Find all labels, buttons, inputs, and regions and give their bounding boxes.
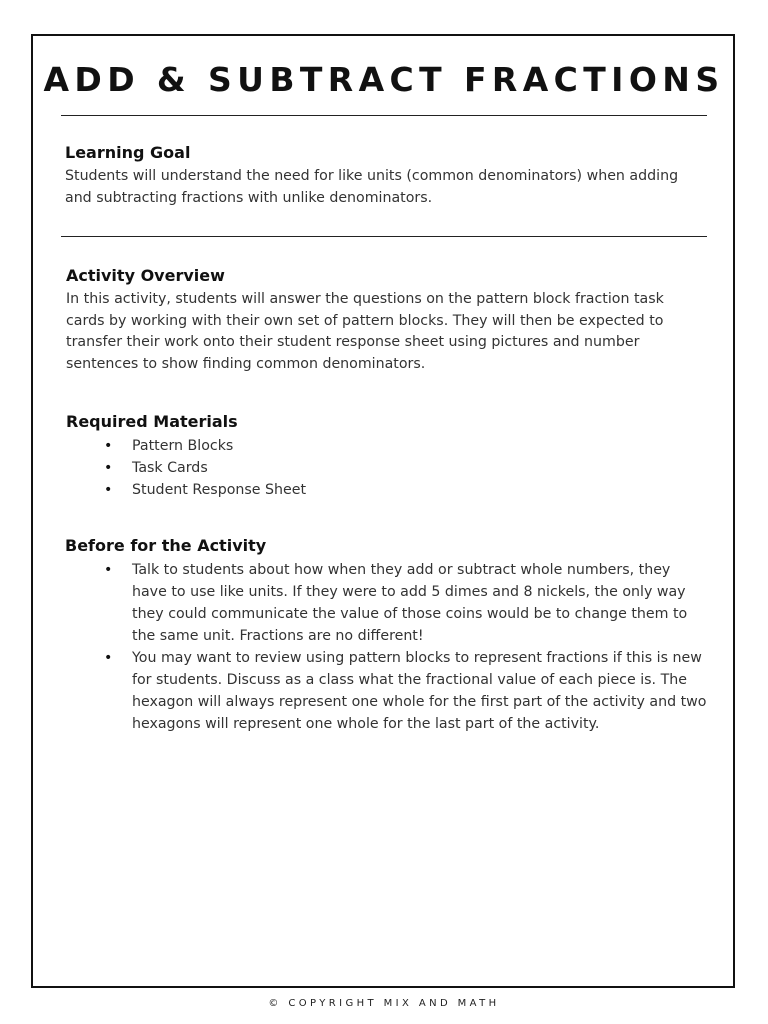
copyright-footer: © COPYRIGHT MIX AND MATH: [268, 998, 500, 1009]
bullet-icon: •: [104, 562, 113, 578]
page-title: ADD & SUBTRACT FRACTIONS: [43, 60, 725, 99]
before-activity-item-text: You may want to review using pattern blocks to represent fractions if this is new for students. Discuss as a class what the fractional value of each piece is. The hexagon will always represent one whole for the first part of the activity and two hexagons will represent one whole for the last part of the activity.: [132, 650, 707, 732]
before-activity-item-text: Talk to students about how when they add or subtract whole numbers, they have to use like units. If they were to add 5 dimes and 8 nickels, the only way they could communicate the value of those coins would be to change them to the same unit. Fractions are no different!: [132, 562, 688, 644]
bullet-icon: •: [104, 460, 113, 476]
list-item: [98, 647, 708, 735]
learning-goal-text: Students will understand the need for like units (common denominators) when adding and subtracting fractions with unlike denominators.: [65, 168, 679, 206]
required-materials-list: [98, 435, 708, 501]
list-item: [98, 479, 708, 501]
activity-overview-text: In this activity, students will answer the questions on the pattern block fraction task cards by working with their own set of pattern blocks. They will then be expected to transfer their work onto their student response sheet using pictures and number sentences to show finding common denominators.: [66, 291, 664, 372]
material-item-text: Task Cards: [132, 460, 208, 476]
section-divider: [61, 236, 707, 237]
list-item: [98, 457, 708, 479]
material-item-text: Pattern Blocks: [132, 438, 234, 454]
bullet-icon: •: [104, 438, 113, 454]
before-activity-list: [98, 559, 708, 735]
material-item-text: Student Response Sheet: [132, 482, 307, 498]
before-activity-heading: Before for the Activity: [65, 536, 267, 555]
required-materials-heading: Required Materials: [66, 412, 238, 431]
bullet-icon: •: [104, 482, 113, 498]
activity-overview-heading: Activity Overview: [66, 266, 225, 285]
list-item: [98, 435, 708, 457]
list-item: [98, 559, 708, 647]
learning-goal-heading: Learning Goal: [65, 143, 191, 162]
bullet-icon: •: [104, 650, 113, 666]
title-divider: [61, 115, 707, 116]
